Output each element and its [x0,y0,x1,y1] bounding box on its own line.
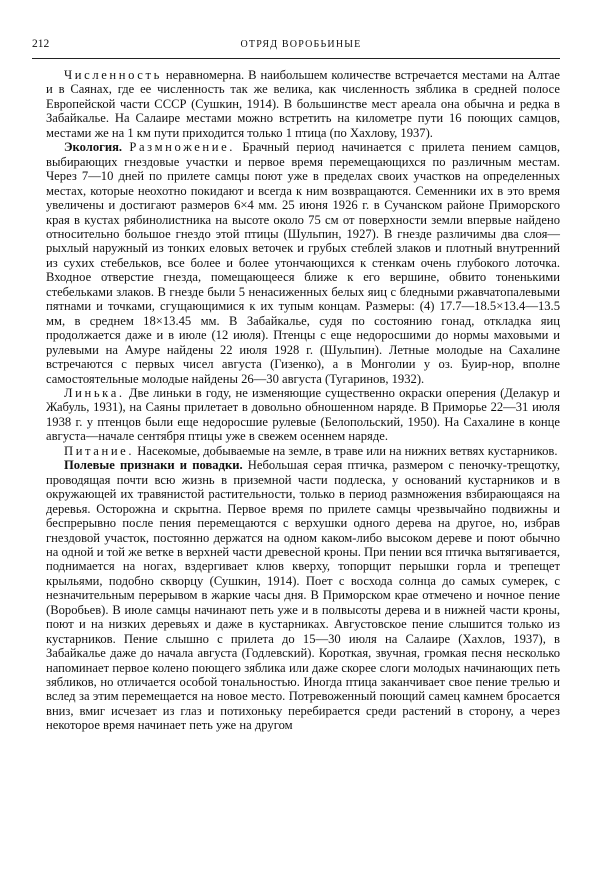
paragraph-text: Небольшая серая птичка, размером с пеночку-трещотку, проводящая почти всю жизнь в приземной части подлеска, у оснований кустарников и в окружающей их травянистой растительности, только в период размножения взбирающаяся на деревья. Осторожна и скрытна. Первое время по прилете самцы чрезвычайно подвижны и беспрерывно после пения перемещаются с верхушки одного дерева на другое, но, избрав гнездовой участок, постоянно держатся на одном каком-либо высоком дереве и поют обычно на одной и той же ветке в верхней части древесной кроны. При пении вся птичка вытягивается, поднимается на ногах, вздергивает клюв кверху, топорщит перышки горла и трепещет крыльями, подобно скворцу (Сушкин, 1914). Поет с восхода солнца до самых сумерек, с незначительным перерывом в жаркие часы дня. В Приморском крае отмечено и ночное пение (Воробьев). В июле самцы начинают петь уже и в полвысоты дерева и в нижней части кроны, поют и на низких деревьях и даже в кустарниках. Августовское пение слышится только из кустарников. Пение слышно с прилета до 15—30 июля на Салаире (Хахлов, 1937), в Забайкалье даже до начала августа (Годлевский). Короткая, звучная, громкая песня несколько напоминает первое колено поющего зяблика или даже скорее слоги молодых начинающих петь зябликов, но отличается особой тональностью. Иногда птица заканчивает свое пение трелью и вслед за этим перемещается на новое место. Потревоженный поющий самец камнем бросается вниз, вмиг исчезает из глаз и потихоньку перебирается среди растений в сторону, а через некоторое время начинает петь уже на другом [46,458,560,733]
paragraph-text: Две линьки в году, не изменяющие существенно окраски оперения (Делакур и Жабуль, 1931), на Саяны прилетает в довольно обношенном наряде. В Приморье 22—31 июля 1938 г. у птенцов были еще недоросшие рулевые (Белопольский, 1950). На Сахалине в конце августа—начале сентября птицы уже в свежем осеннем наряде. [46,385,560,444]
paragraph-moult [46,386,560,444]
section-heading: Полевые признаки и повадки. [64,458,243,473]
paragraph-abundance [46,68,560,140]
section-lead: Питание. [64,443,135,458]
body-text [46,68,560,733]
page-number: 212 [32,38,50,50]
page-header [32,38,560,54]
paragraph-field-signs [46,458,560,733]
paragraph-feeding [46,444,560,458]
running-title: ОТРЯД ВОРОБЬИНЫЕ [240,39,362,50]
paragraph-text: Насекомые, добываемые на земле, в траве или на нижних ветвях кустарников. [134,443,558,458]
paragraph-text: Брачный период начинается с прилета пением самцов, выбирающих гнездовые участки и первое время перемещающихся по различным местам. Через 7—10 дней по прилете самцы поют уже в пределах своих участков на определенных местах, которые неохотно покидают и всегда к ним возвращаются. Семенники их в это время увеличены и достигают размеров 6×4 мм. 25 июня 1926 г. в Сучанском районе Приморского края в кустах рябинолистника на высоте около 75 см от поверхности земли впервые найдено относительно большое гнездо этой птицы (Шульпин, 1927). В гнезде различимы два слоя—рыхлый наружный из тонких еловых веточек и грубых стеблей злаков и плотный внутренний из сухих стебельков, все более и более утончающихся к стенкам очень глубокого лоточка. Входное отверстие гнезда, помещающееся ближе к его вершине, обвито тоненькими стебельками злаков. В гнезде были 5 ненасиженных белых яиц с бледными ржавчатопалевыми пятнами и точками, сгущающимися к их тупым концам. Размеры: (4) 17.7—18.5×13.4—13.5 мм, в среднем 18×13.45 мм. В Забайкалье, судя по состоянию гонад, откладка яиц продолжается даже и в июле (12 июля). Птенцы с еще недоросшими до нормы маховыми и рулевыми на Амуре найдены 22 июля 1928 г. (Шульпин). Летные молодые на Сахалине встречаются с первых чисел августа (Гизенко), а в Монголии у оз. Буир-нор, вполне самостоятельные молодые найдены 26—30 августа (Тугаринов, 1932). [46,140,560,386]
paragraph-text: неравномерна. В наибольшем количестве встречается местами на Алтае и в Саянах, где ее численность так же велика, как численность зяблика в средней полосе Европейской части СССР (Сушкин, 1914). В большинстве мест ареала она обычна и редка в Забайкалье. На Салаире местами можно встретить на километре пути 16 поющих самцов, местами же на 1 км пути приходится только 1 птица (по Хахлову, 1937). [46,68,560,140]
section-lead: Линька. [64,385,125,400]
section-lead: Размножение. [129,140,236,155]
section-lead: Численность [64,68,162,82]
paragraph-ecology-breeding [46,140,560,386]
header-rule [32,58,560,59]
section-heading: Экология. [64,140,123,155]
